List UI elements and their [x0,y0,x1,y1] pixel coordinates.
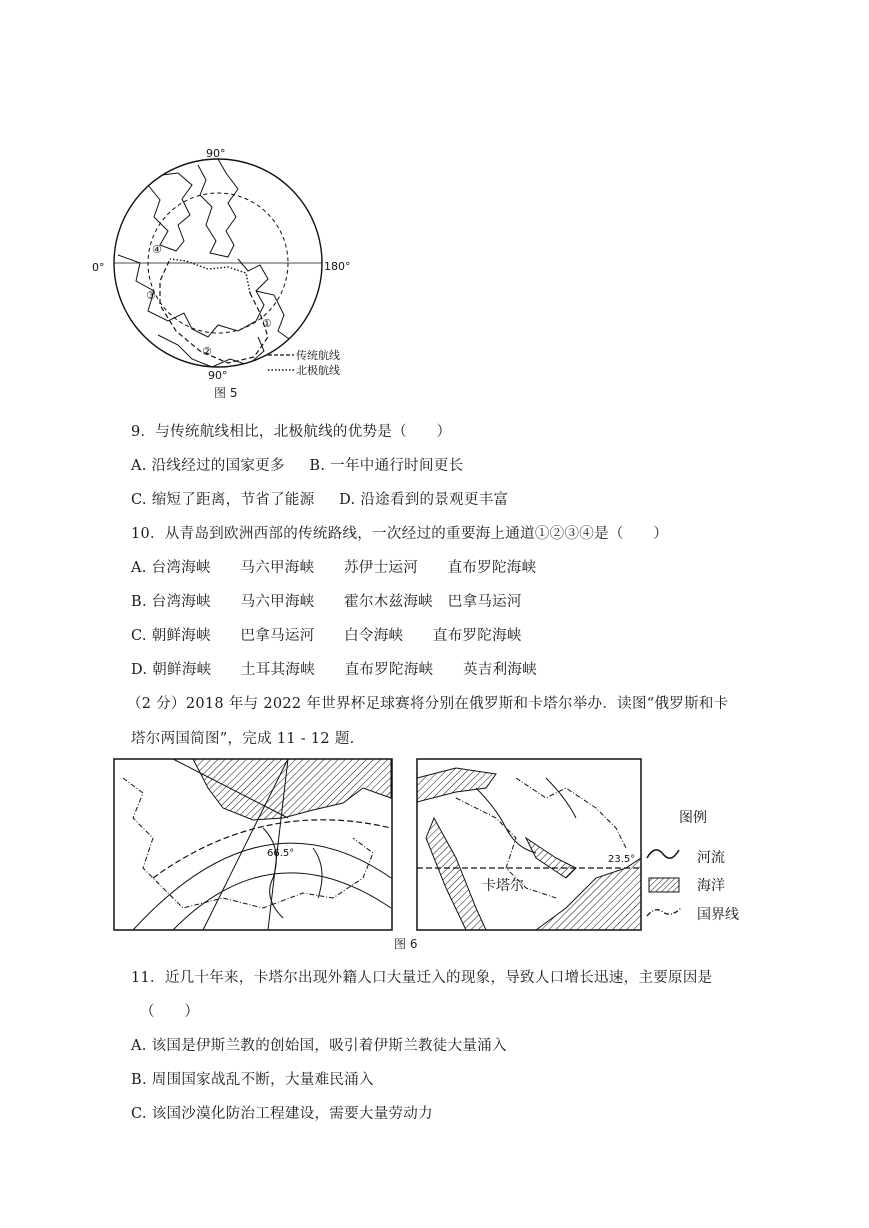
label-0: 0° [92,261,105,274]
traditional-route-line [160,259,268,363]
figure-6-legend [645,806,755,931]
label-180: 180° [324,260,351,273]
figure-5-polar-map [88,145,358,405]
land-outline-3 [118,255,268,337]
arctic-route-line [170,259,250,293]
legend-traditional: 传统航线 [296,349,340,362]
legend-river: 河流 [697,850,725,866]
q10-option-c: C. 朝鲜海峡 巴拿马运河 白令海峡 直布罗陀海峡 [131,628,522,644]
legend-title: 图例 [679,810,707,826]
legend-border: 国界线 [697,907,739,923]
ocean-symbol [649,878,679,892]
q9-stem: 9．与传统航线相比，北极航线的优势是（ ） [131,424,452,440]
q11-option-c: C. 该国沙漠化防治工程建设，需要大量劳动力 [131,1106,433,1122]
border-symbol [647,908,681,916]
legend-arctic: 北极航线 [296,364,340,377]
figure-6-russia-map [113,758,393,931]
land-outline-1 [198,159,238,257]
russia-latitude-label: 66.5° [267,848,295,859]
qatar-map-graphic [416,758,642,931]
russia-map-graphic [113,758,393,931]
label-90-bottom: 90° [208,369,228,382]
river-symbol [647,850,679,858]
figure-5-caption: 图 5 [214,386,238,400]
legend-graphic [645,806,755,931]
qatar-latitude-label: 23.5° [608,854,636,865]
q9-options-row1: A. 沿线经过的国家更多 B. 一年中通行时间更长 [131,458,464,474]
q10-option-a: A. 台湾海峡 马六甲海峡 苏伊士运河 直布罗陀海峡 [131,560,537,576]
q11-option-b: B. 周围国家战乱不断，大量难民涌入 [131,1072,374,1088]
q11-option-a: A. 该国是伊斯兰教的创始国，吸引着伊斯兰教徒大量涌入 [131,1038,507,1054]
qatar-label: 卡塔尔 [482,878,524,894]
q10-stem: 10．从青岛到欧洲西部的传统路线，一次经过的重要海上通道①②③④是（ ） [131,526,669,542]
label-90-top: 90° [206,147,226,160]
q9-options-row2: C. 缩短了距离，节省了能源 D. 沿途看到的景观更丰富 [131,492,509,508]
intro-line-1: （2 分）2018 年与 2022 年世界杯足球赛将分别在俄罗斯和卡塔尔举办．读图“俄罗斯和卡 [127,696,729,712]
marker-3: ③ [146,289,156,302]
marker-1: ① [262,317,272,330]
q10-option-d: D. 朝鲜海峡 土耳其海峡 直布罗陀海峡 英吉利海峡 [131,662,538,678]
marker-4: ④ [152,243,162,256]
q10-option-b: B. 台湾海峡 马六甲海峡 霍尔木兹海峡 巴拿马运河 [131,594,522,610]
figure-6-qatar-map [416,758,642,931]
marker-2: ② [202,345,212,358]
legend-ocean: 海洋 [697,878,725,894]
figure-6-caption: 图 6 [394,937,418,951]
intro-line-2: 塔尔两国简图”，完成 11 - 12 题. [131,731,355,747]
q11-paren: （ ） [140,1004,200,1020]
polar-map-graphic [88,145,358,405]
q11-stem: 11．近几十年来，卡塔尔出现外籍人口大量迁入的现象，导致人口增长迅速，主要原因是 [131,970,713,986]
